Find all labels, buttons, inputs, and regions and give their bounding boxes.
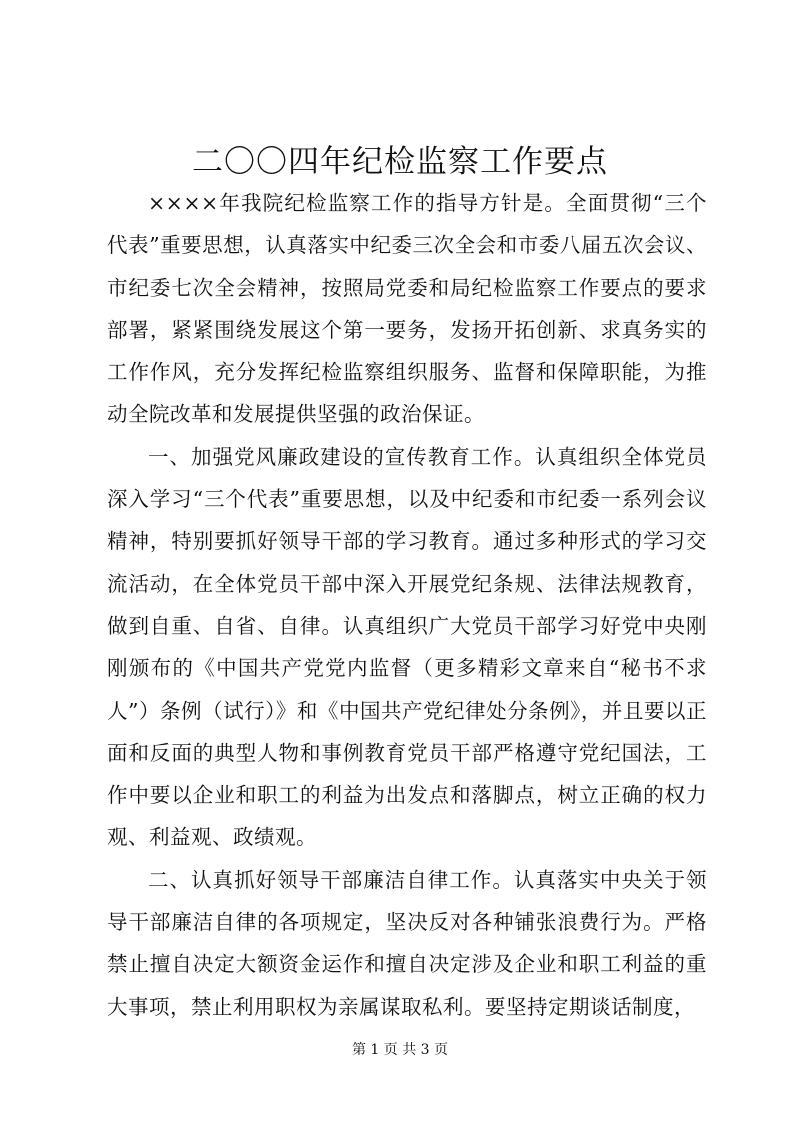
document-title: 二〇〇四年纪检监察工作要点 bbox=[192, 144, 608, 180]
paragraph-section-one: 一、加强党风廉政建设的宣传教育工作。认真组织全体党员深入学习“三个代表”重要思想，以及中纪委和市纪委一系列会议精神，特别要抓好领导干部的学习教育。通过多种形式的学习交流活动，在全体党员干部中深入开展党纪条规、法律法规教育，做到自重、自省、自律。认真组织广大党员干部学习好党中央刚刚颁布的《中国共产党党内监督（更多精彩文章来自“秘书不求人”）条例（试行）》和《中国共产党纪律处分条例》，并且要以正面和反面的典型人物和事例教育党员干部严格遵守党纪国法，工作中要以企业和职工的利益为出发点和落脚点，树立正确的权力观、利益观、政绩观。 bbox=[107, 444, 707, 850]
paragraph-guideline: ××××年我院纪检监察工作的指导方针是。全面贯彻“三个代表”重要思想，认真落实中纪委三次全会和市委八届五次会议、市纪委七次全会精神，按照局党委和局纪检监察工作要点的要求部署，紧紧围绕发展这个第一要务，发扬开拓创新、求真务实的工作作风，充分发挥纪检监察组织服务、监督和保障职能，为推动全院改革和发展提供坚强的政治保证。 bbox=[107, 191, 707, 427]
paragraph-section-two: 二、认真抓好领导干部廉洁自律工作。认真落实中央关于领导干部廉洁自律的各项规定，坚决反对各种铺张浪费行为。严格禁止擅自决定大额资金运作和擅自决定涉及企业和职工利益的重大事项，禁止利用职权为亲属谋取私利。要坚持定期谈话制度， bbox=[107, 867, 707, 1019]
page-footer: 第 1 页 共 3 页 bbox=[351, 1042, 449, 1058]
document-body bbox=[107, 182, 707, 1028]
